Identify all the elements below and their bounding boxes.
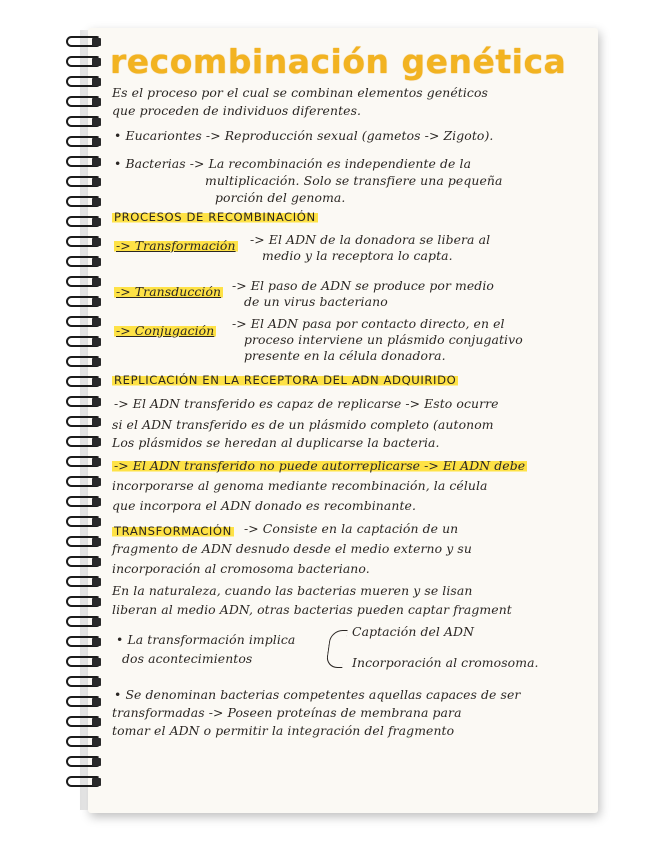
spiral-ring — [62, 516, 102, 529]
spiral-ring — [62, 696, 102, 709]
transformacion-line-4: En la naturaleza, cuando las bacterias mueren y se lisan — [112, 583, 473, 598]
section-heading-procesos-text: PROCESOS DE RECOMBINACIÓN — [114, 210, 316, 224]
item-conjugacion-line-2: proceso interviene un plásmido conjugativo — [244, 332, 523, 347]
spiral-ring — [62, 616, 102, 629]
spiral-ring — [62, 356, 102, 369]
spiral-ring — [62, 556, 102, 569]
spiral-ring — [62, 416, 102, 429]
transformacion-label-text: -> Transformación — [116, 238, 236, 253]
spiral-ring — [62, 756, 102, 769]
spiral-ring — [62, 656, 102, 669]
section-heading-replicacion-text: REPLICACIÓN EN LA RECEPTORA DEL ADN ADQUIRIDO — [114, 373, 457, 387]
spiral-ring — [62, 156, 102, 169]
bullet-bacterias-line-3: porción del genoma. — [215, 190, 346, 205]
replicacion-line-2: si el ADN transferido es de un plásmido completo (autonom — [112, 417, 494, 432]
conjugacion-label-text: -> Conjugación — [116, 323, 215, 338]
page-title: recombinación genética — [110, 42, 567, 81]
competent-line-3: tomar el ADN o permitir la integración del fragmento — [112, 723, 455, 738]
spiral-ring — [62, 436, 102, 449]
spiral-ring — [62, 216, 102, 229]
spiral-ring — [62, 376, 102, 389]
transformacion-line-1: -> Consiste en la captación de un — [244, 521, 459, 536]
spiral-ring — [62, 676, 102, 689]
spiral-ring — [62, 536, 102, 549]
item-transformacion-line-1: -> El ADN de la donadora se libera al — [250, 232, 491, 247]
spiral-ring — [62, 116, 102, 129]
spiral-ring — [62, 496, 102, 509]
competent-line-2: transformadas -> Poseen proteínas de membrana para — [112, 705, 462, 720]
spiral-ring — [62, 256, 102, 269]
competent-line-1: • Se denominan bacterias competentes aquellas capaces de ser — [114, 687, 521, 702]
item-transduccion-label — [114, 284, 223, 299]
section-heading-transformacion-text: TRANSFORMACIÓN — [114, 524, 232, 538]
item-transformacion-label — [114, 238, 238, 253]
transformacion-line-5: liberan al medio ADN, otras bacterias pueden captar fragment — [112, 602, 512, 617]
replicacion-line-3: Los plásmidos se heredan al duplicarse la bacteria. — [112, 435, 440, 450]
transformacion-line-2: fragmento de ADN desnudo desde el medio externo y su — [112, 541, 472, 556]
spiral-ring — [62, 296, 102, 309]
spiral-ring — [62, 456, 102, 469]
item-conjugacion-line-3: presente en la célula donadora. — [244, 348, 446, 363]
bullet-bacterias-line-2: multiplicación. Solo se transfiere una pequeña — [205, 173, 503, 188]
item-transformacion-line-2: medio y la receptora lo capta. — [262, 248, 453, 263]
section-heading-transformacion — [112, 524, 234, 538]
spiral-ring — [62, 96, 102, 109]
item-transduccion-line-2: de un virus bacteriano — [244, 294, 388, 309]
spiral-ring — [62, 396, 102, 409]
spiral-ring — [62, 636, 102, 649]
bullet-eucariontes: • Eucariontes -> Reproducción sexual (gametos -> Zigoto). — [114, 128, 494, 143]
replicacion-line-1: -> El ADN transferido es capaz de replicarse -> Esto ocurre — [114, 396, 499, 411]
transformacion-line-3: incorporación al cromosoma bacteriano. — [112, 561, 370, 576]
branch-captacion: Captación del ADN — [352, 624, 475, 639]
replicacion-line-6: que incorpora el ADN donado es recombinante. — [112, 498, 417, 513]
spiral-ring — [62, 76, 102, 89]
spiral-ring — [62, 736, 102, 749]
intro-line-2: que proceden de individuos diferentes. — [112, 103, 362, 118]
transduccion-label-text: -> Transducción — [116, 284, 222, 299]
spiral-ring — [62, 276, 102, 289]
implica-line-2: dos acontecimientos — [122, 651, 253, 666]
replicacion-line-5: incorporarse al genoma mediante recombinación, la célula — [112, 478, 488, 493]
spiral-ring — [62, 716, 102, 729]
replicacion-line-4 — [112, 458, 527, 473]
branch-incorporacion: Incorporación al cromosoma. — [352, 655, 539, 670]
item-conjugacion-line-1: -> El ADN pasa por contacto directo, en el — [232, 316, 505, 331]
spiral-binding — [62, 36, 106, 796]
spiral-ring — [62, 776, 102, 789]
spiral-ring — [62, 476, 102, 489]
spiral-ring — [62, 136, 102, 149]
section-heading-procesos — [112, 210, 318, 224]
spiral-ring — [62, 176, 102, 189]
item-transduccion-line-1: -> El paso de ADN se produce por medio — [232, 278, 494, 293]
spiral-ring — [62, 36, 102, 49]
spiral-ring — [62, 576, 102, 589]
spiral-ring — [62, 56, 102, 69]
replicacion-line-4-text: -> El ADN transferido no puede autorreplicarse -> El ADN debe — [114, 458, 526, 473]
bullet-bacterias: • Bacterias -> La recombinación es independiente de la — [114, 156, 472, 171]
item-conjugacion-label — [114, 323, 216, 338]
spiral-ring — [62, 336, 102, 349]
spiral-ring — [62, 236, 102, 249]
spiral-ring — [62, 316, 102, 329]
spiral-ring — [62, 196, 102, 209]
implica-line-1: • La transformación implica — [116, 632, 296, 647]
spiral-ring — [62, 596, 102, 609]
intro-line-1: Es el proceso por el cual se combinan elementos genéticos — [112, 85, 488, 100]
section-heading-replicacion — [112, 373, 458, 387]
